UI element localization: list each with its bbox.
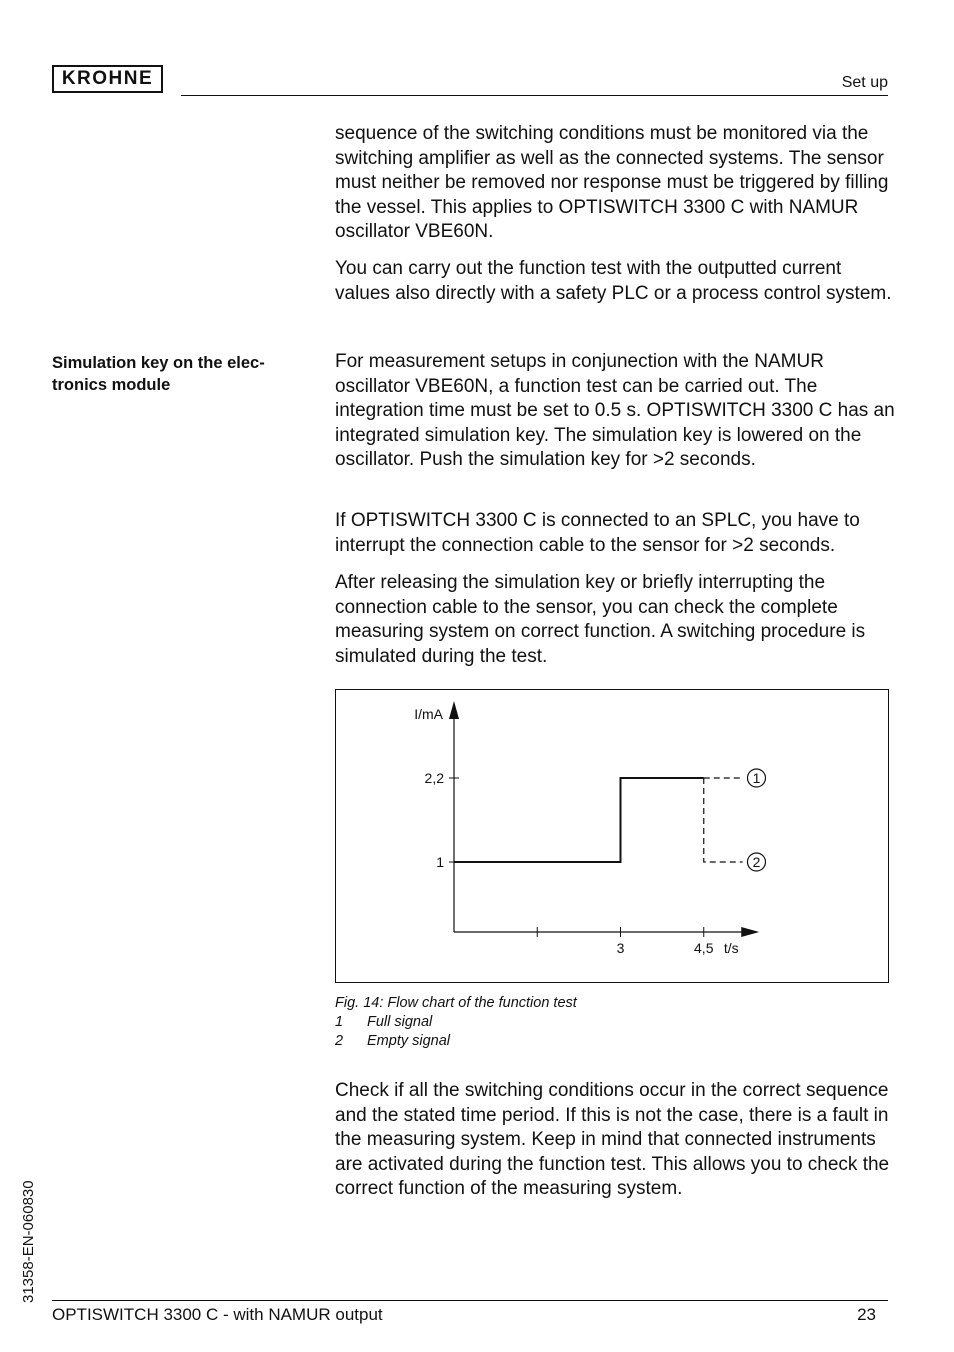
y-tick-label: 2,2 — [424, 770, 444, 786]
paragraph-6: Check if all the switching conditions occur in the correct sequence and the stated time period. If this is not the case, there is a fault in the measuring system. Keep in mind that connected instruments are activated during the function test. This allows you to check the correct function of the measuring system. — [335, 1080, 890, 1199]
paragraph-1: sequence of the switching conditions must be monitored via the switching amplifier as well as the connected systems. The sensor must neither be removed nor response must be triggered by filling the vessel. This applies to OPTISWITCH 3300 C with NAMUR oscillator VBE60N. — [335, 123, 889, 242]
annotation-number: 2 — [752, 854, 761, 870]
footer-title: OPTISWITCH 3300 C - with NAMUR output — [52, 1305, 383, 1324]
signal-solid-line — [454, 778, 704, 862]
legend-number: 2 — [335, 1033, 344, 1049]
paragraph-5: After releasing the simulation key or briefly interrupting the connection cable to the sensor, you can check the complete measuring system on correct function. A switching procedure is simulated during the test. — [335, 572, 866, 667]
y-axis-label: I/mA — [414, 706, 443, 722]
legend-label: Full signal — [367, 1014, 433, 1030]
legend-item — [335, 1013, 577, 1032]
footer-rule — [52, 1300, 888, 1301]
y-tick-label: 1 — [436, 854, 444, 870]
legend-item — [335, 1032, 577, 1051]
x-axis-arrow — [741, 927, 759, 937]
paragraph-3: For measurement setups in conjunection with the NAMUR oscillator VBE60N, a function test can be carried out. The integration time must be set to 0.5 s. OPTISWITCH 3300 C has an integrated simulation key. The simulation key is lowered on the oscillator. Push the simulation key for >2 seconds. — [335, 351, 895, 470]
y-axis-arrow — [449, 701, 459, 719]
annotation-number: 1 — [752, 770, 761, 786]
krohne-logo: KROHNE — [52, 65, 163, 93]
doc-code: 31358-EN-060830 — [20, 1180, 37, 1303]
x-tick-label: 4,5 — [694, 940, 714, 956]
page-number: 23 — [857, 1305, 876, 1324]
paragraph-2: You can carry out the function test with the outputted current values also directly with a safety PLC or a process control system. — [335, 258, 892, 304]
function-test-chart — [336, 690, 888, 982]
side-heading: Simulation key on the elec- tronics module — [52, 354, 265, 394]
figure-caption — [335, 994, 577, 1051]
legend-label: Empty signal — [367, 1033, 451, 1049]
legend-number: 1 — [335, 1014, 344, 1030]
x-tick-label: 3 — [616, 940, 625, 956]
figure-box — [335, 689, 889, 983]
caption-title: Fig. 14: Flow chart of the function test — [335, 995, 577, 1011]
section-name: Set up — [841, 74, 888, 91]
x-axis-label: t/s — [723, 940, 739, 956]
paragraph-4: If OPTISWITCH 3300 C is connected to an SPLC, you have to interrupt the connection cable to the sensor for >2 seconds. — [335, 510, 860, 556]
header-rule — [181, 95, 888, 96]
signal-dashed-line — [704, 778, 743, 862]
